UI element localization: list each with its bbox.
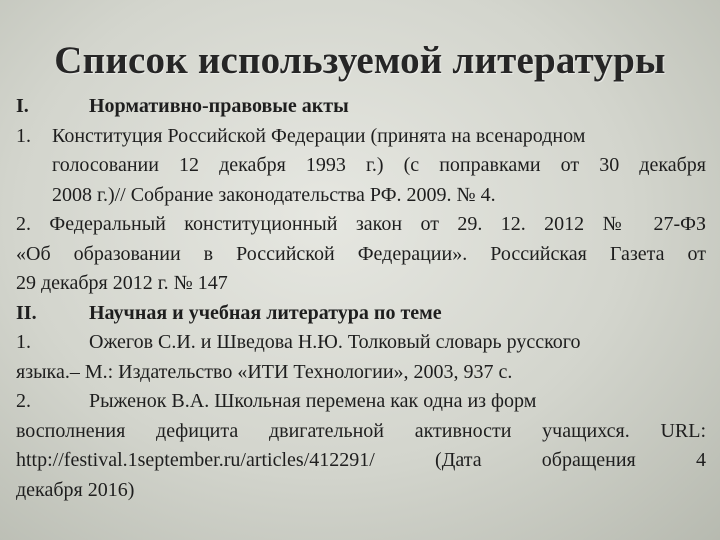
item-text-line: 2008 г.)// Собрание законодательства РФ. 2009. № 4. xyxy=(52,183,496,206)
item-text-line: «Об образовании в Российской Федерации». Российская Газета от xyxy=(16,242,706,265)
section-title: Нормативно-правовые акты xyxy=(89,95,349,117)
section-number: II. xyxy=(16,301,37,324)
item-number: 1. xyxy=(16,331,31,353)
item-number: 2. xyxy=(16,390,31,412)
bibliography-list xyxy=(16,92,706,505)
item-number: 1. xyxy=(16,124,31,147)
item-text-line: языка.– М.: Издательство «ИТИ Технологии», 2003, 937 с. xyxy=(16,360,513,383)
list-item-constitution xyxy=(16,122,706,152)
item-text-line: Конституция Российской Федерации (принята на всенародном xyxy=(52,124,586,147)
item-text-line: Рыженок В.А. Школьная перемена как одна из форм xyxy=(89,390,537,412)
item-text-line: 29 декабря 2012 г. № 147 xyxy=(16,272,228,294)
item-text-line: Ожегов С.И. и Шведова Н.Ю. Толковый словарь русского xyxy=(89,331,581,353)
list-item-ozhegov xyxy=(16,328,706,358)
item-url-line: http://festival.1september.ru/articles/412291/ (Дата обращения 4 xyxy=(16,449,706,471)
section-heading-scientific xyxy=(16,299,706,329)
list-item-federal-law: 2. Федеральный конституционный закон от 29. 12. 2012 № 27-ФЗ xyxy=(16,213,706,235)
item-text-line: голосовании 12 декабря 1993 г.) (с поправками от 30 декабря xyxy=(52,154,706,176)
section-heading-normative xyxy=(16,92,706,122)
item-text-line: декабря 2016) xyxy=(16,478,135,501)
section-number: I. xyxy=(16,95,29,117)
slide-title: Список используемой литературы xyxy=(54,39,666,82)
section-title: Научная и учебная литература по теме xyxy=(89,301,442,324)
item-text-line: восполнения дефицита двигательной активности учащихся. URL: xyxy=(16,419,706,442)
list-item-ryzhenok xyxy=(16,387,706,417)
